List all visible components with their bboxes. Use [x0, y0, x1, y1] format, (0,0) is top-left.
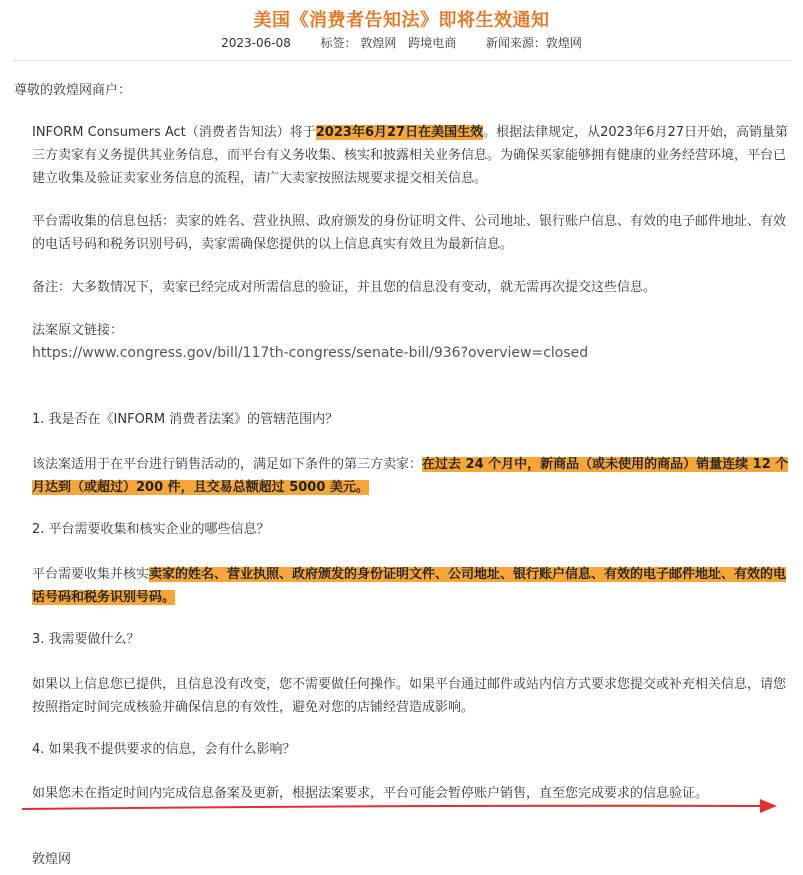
intro-text-rest: 。根据法律规定，从2023年6月27日开始，高销量第三方卖家有义务提供其业务信息，而平台有义务收集、核实和披露相关业务信息。为确保买家能够拥有健康的业务经营环境，平台已建立收集及验证卖家业务信息的流程，请广大卖家按照法规要求提交相关信息。 [32, 125, 788, 186]
intro-paragraph [14, 121, 790, 190]
question-4: 4. 如果我不提供要求的信息，会有什么影响？ [32, 742, 296, 757]
answer-2-text: 平台需要收集并核实 [32, 567, 150, 582]
answer-2-highlight: 卖家的姓名、营业执照、政府颁发的身份证明文件、公司地址、银行账户信息、有效的电子邮件地址、有效的电话号码和税务识别号码。 [32, 567, 787, 605]
publish-date: 2023-06-08 [221, 36, 291, 50]
answer-1-text: 该法案适用于在平台进行销售活动的，满足如下条件的第三方卖家： [32, 457, 423, 472]
tag-link[interactable]: 敦煌网 [360, 36, 397, 50]
source-label: 新闻来源： [485, 36, 546, 50]
header-divider [12, 60, 791, 61]
note-paragraph: 备注：大多数情况下，卖家已经完成对所需信息的验证，并且您的信息没有变动，就无需再次提交这些信息。 [32, 280, 657, 295]
source-value: 敦煌网 [545, 36, 582, 50]
question-2: 2. 平台需要收集和核实企业的哪些信息？ [32, 522, 270, 537]
tags-label: 标签： [320, 36, 357, 50]
signature: 敦煌网 [32, 852, 72, 867]
link-label: 法案原文链接： [32, 323, 124, 338]
answer-1 [14, 453, 790, 499]
effective-date-highlight: 2023年6月27日在美国生效 [315, 125, 484, 140]
tag-link[interactable]: 跨境电商 [408, 36, 457, 50]
law-link[interactable]: https://www.congress.gov/bill/117th-congress/senate-bill/936?overview=closed [32, 345, 589, 361]
greeting: 尊敬的敦煌网商户： [14, 83, 132, 98]
info-required-paragraph: 平台需收集的信息包括：卖家的姓名、营业执照、政府颁发的身份证明文件、公司地址、银行账户信息、有效的电子邮件地址、有效的电话号码和税务识别号码，卖家需确保您提供的以上信息真实有效且为最新信息。 [32, 214, 787, 252]
article-title: 美国《消费者告知法》即将生效通知 [253, 10, 550, 31]
answer-3: 如果以上信息您已提供，且信息没有改变，您不需要做任何操作。如果平台通过邮件或站内信方式要求您提交或补充相关信息，请您按照指定时间完成核验并确保信息的有效性，避免对您的店铺经营造成影响。 [32, 677, 787, 715]
answer-2 [14, 563, 790, 609]
question-1: 1. 我是否在《INFORM 消费者法案》的管辖范围内？ [32, 412, 339, 427]
answer-1-highlight: 在过去 24 个月中，新商品（或未使用的商品）销量连续 12 个月达到（或超过）200 件，且交易总额超过 5000 美元。 [32, 457, 789, 495]
question-3: 3. 我需要做什么？ [32, 632, 140, 647]
red-underline-arrow [20, 796, 780, 820]
answer-4: 如果您未在指定时间内完成信息备案及更新，根据法案要求，平台可能会暂停账户销售，直至您完成要求的信息验证。 [32, 786, 709, 801]
intro-text: INFORM Consumers Act（消费者告知法）将于 [32, 125, 316, 140]
article-meta [0, 34, 803, 51]
